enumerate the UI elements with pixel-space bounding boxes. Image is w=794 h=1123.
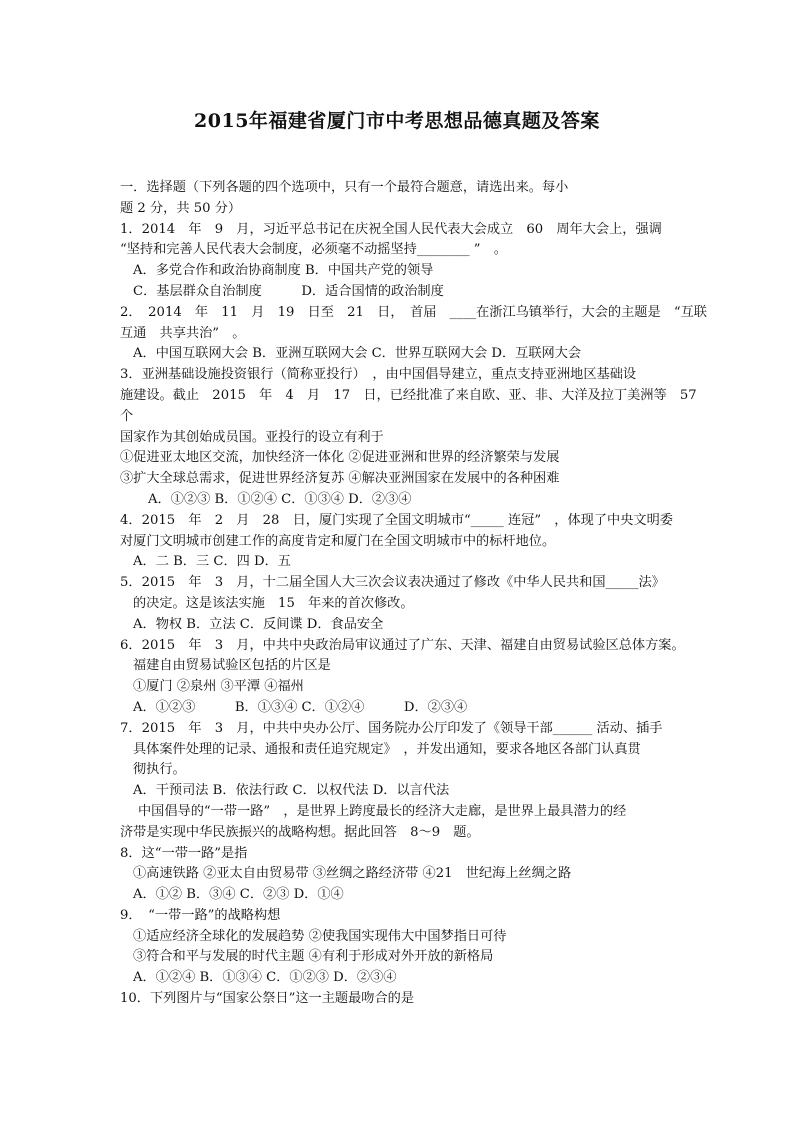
text-line: 4．2015 年 2 月 28 日，厦门实现了全国文明城市“_____ 连冠” ，体现了中央文明委 bbox=[120, 512, 673, 528]
text-line: ①促进亚太地区交流，加快经济一体化 ②促进亚洲和世界的经济繁荣与发展 bbox=[120, 450, 560, 466]
text-line: A．①②③ B．①②④ C．①③④ D．②③④ bbox=[148, 491, 412, 507]
text-line: ①厦门 ②泉州 ③平潭 ④福州 bbox=[133, 679, 304, 695]
text-line: A．物权 B．立法 C．反间谍 D．食品安全 bbox=[133, 616, 384, 632]
text-line: 6．2015 年 3 月，中共中央政治局审议通过了广东、天津、福建自由贸易试验区总体方案。 bbox=[120, 637, 685, 653]
text-line: “坚持和完善人民代表大会制度，必须毫不动摇坚持________ ” 。 bbox=[120, 242, 507, 258]
question-body bbox=[120, 178, 707, 1010]
text-line: ①高速铁路 ②亚太自由贸易带 ③丝绸之路经济带 ④21 世纪海上丝绸之路 bbox=[133, 866, 572, 882]
text-line: ③符合和平与发展的时代主题 ④有利于形成对外开放的新格局 bbox=[133, 949, 494, 965]
text-line: A．①②④ B．①③④ C．①②③ D．②③④ bbox=[133, 970, 397, 986]
text-line: 施建设。截止 2015 年 4 月 17 日，已经批准了来自欧、亚、非、大洋及拉丁美洲等 57 bbox=[120, 387, 697, 403]
text-line: 个 bbox=[120, 408, 134, 424]
text-line: A．多党合作和政治协商制度 B．中国共产党的领导 bbox=[133, 263, 434, 279]
text-line: A．二 B．三 C．四 D．五 bbox=[133, 554, 291, 570]
text-line: 2． 2014 年 11 月 19 日至 21 日， 首届 ____在浙江乌镇举行，大会的主题是 “互联 bbox=[120, 304, 707, 320]
text-line: A．干预司法 B．依法行政 C．以权代法 D．以言代法 bbox=[133, 783, 450, 799]
text-line: 一．选择题（下列各题的四个选项中，只有一个最符合题意，请选出来。每小 bbox=[120, 180, 569, 195]
text-line: A．①② B．③④ C．②③ D．①④ bbox=[133, 887, 344, 903]
text-line: 具体案件处理的记录、通报和责任追究规定》 ，并发出通知，要求各地区各部门认真贯 bbox=[133, 741, 641, 757]
text-line: 题 2 分，共 50 分） bbox=[120, 200, 242, 216]
text-line: 彻执行。 bbox=[133, 762, 186, 778]
text-line: 5．2015 年 3 月，十二届全国人大三次会议表决通过了修改《中华人民共和国_____法》 bbox=[120, 575, 665, 591]
text-line: A．①②③ B．①③④ C．①②④ D．②③④ bbox=[133, 699, 468, 715]
text-line: 9． “一带一路”的战略构想 bbox=[120, 907, 281, 923]
text-line: 1．2014 年 9 月，习近平总书记在庆祝全国人民代表大会成立 60 周年大会上，强调 bbox=[120, 221, 662, 237]
document-title: 2015年福建省厦门市中考思想品德真题及答案 bbox=[194, 110, 600, 132]
text-line: 中国倡导的“一带一路” ，是世界上跨度最长的经济大走廊，是世界上最具潜力的经 bbox=[138, 803, 627, 819]
text-line: 福建自由贸易试验区包括的片区是 bbox=[133, 658, 331, 674]
text-line: ①适应经济全球化的发展趋势 ②使我国实现伟大中国梦指日可待 bbox=[133, 928, 507, 944]
text-line: 8．这“一带一路”是指 bbox=[120, 845, 248, 861]
text-line: C．基层群众自治制度 D．适合国情的政治制度 bbox=[133, 283, 444, 299]
text-line: 7．2015 年 3 月，中共中央办公厅、国务院办公厅印发了《领导干部______ 活动、插手 bbox=[120, 720, 663, 736]
text-line: ③扩大全球总需求，促进世界经济复苏 ④解决亚洲国家在发展中的各种困难 bbox=[120, 471, 560, 487]
text-line: 3．亚洲基础设施投资银行（简称亚投行） ，由中国倡导建立，重点支持亚洲地区基础设 bbox=[120, 367, 637, 383]
text-line: 的决定。这是该法实施 15 年来的首次修改。 bbox=[133, 595, 414, 611]
text-line: 对厦门文明城市创建工作的高度肯定和厦门在全国文明城市中的标杆地位。 bbox=[120, 533, 556, 549]
text-line: 互通 共享共治” 。 bbox=[120, 325, 246, 341]
text-line: 10．下列图片与“国家公祭日”这一主题最吻合的是 bbox=[120, 991, 415, 1007]
text-line: 国家作为其创始成员国。亚投行的设立有利于 bbox=[120, 429, 384, 445]
text-line: A．中国互联网大会 B．亚洲互联网大会 C．世界互联网大会 D．互联网大会 bbox=[133, 346, 582, 362]
text-line: 济带是实现中华民族振兴的战略构想。据此回答 8～9 题。 bbox=[120, 824, 480, 840]
